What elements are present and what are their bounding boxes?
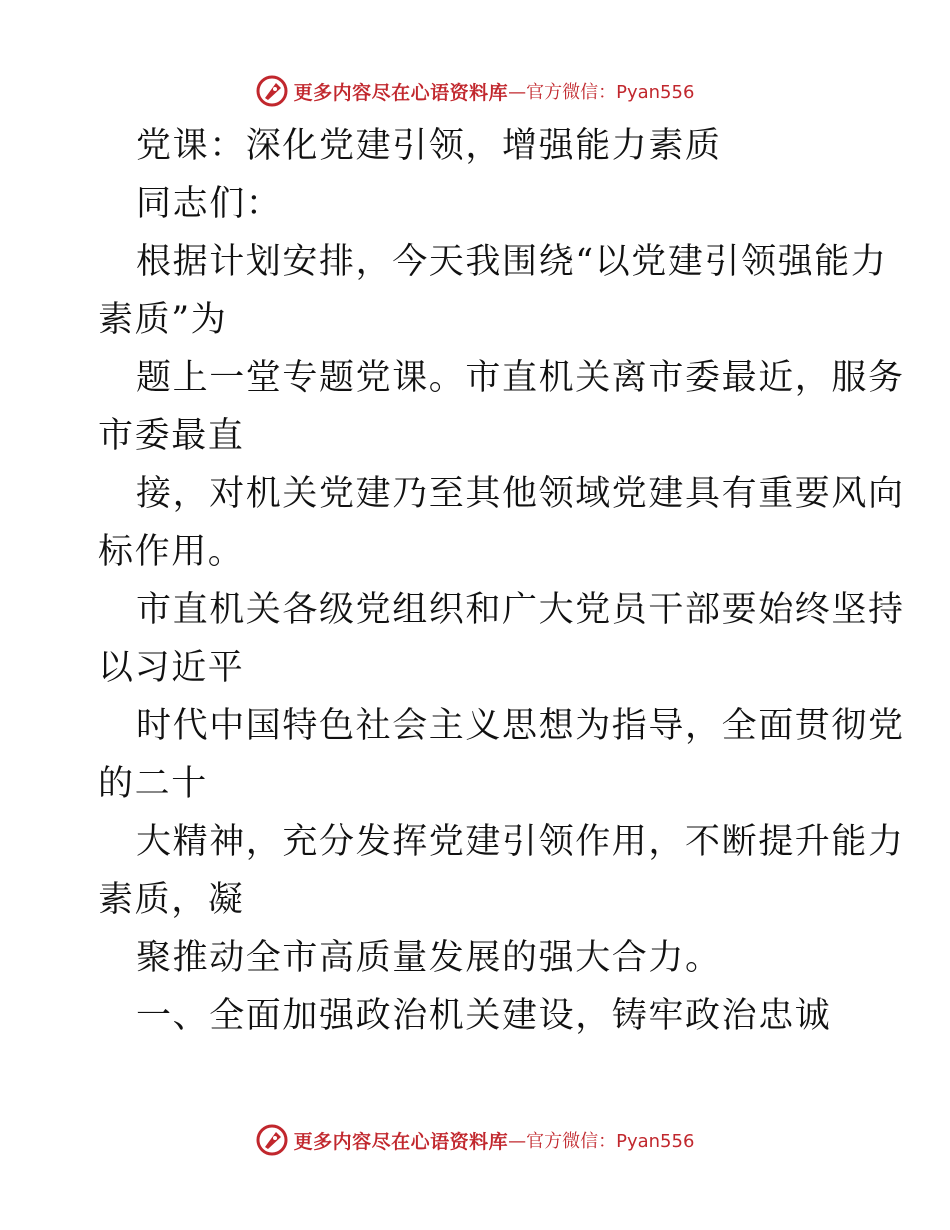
paragraph-line: 市委最直	[98, 416, 245, 456]
paragraph-line: 一、全面加强政治机关建设，铸牢政治忠诚	[136, 996, 832, 1036]
paragraph-line: 聚推动全市高质量发展的强大合力。	[136, 938, 722, 978]
paragraph-line: 大精神，充分发挥党建引领作用，不断提升能力	[136, 822, 905, 862]
paragraph-line: 市直机关各级党组织和广大党员干部要始终坚持	[136, 590, 905, 630]
document-title-line: 党课：深化党建引领，增强能力素质	[136, 126, 722, 166]
watermark-main-text: 更多内容尽在心语资料库	[293, 81, 509, 104]
footer-watermark-banner	[0, 1120, 950, 1160]
paragraph-line: 同志们：	[136, 184, 283, 224]
watermark-wechat-text: —官方微信：Pyan556	[508, 1131, 695, 1152]
paragraph-line: 素质”为	[98, 300, 228, 340]
watermark-wechat-text: —官方微信：Pyan556	[508, 82, 695, 103]
paragraph-line: 接，对机关党建乃至其他领域党建具有重要风向	[136, 474, 905, 514]
paragraph-line: 题上一堂专题党课。市直机关离市委最近，服务	[136, 358, 905, 398]
paragraph-line: 以习近平	[98, 648, 245, 688]
paragraph-line: 的二十	[98, 764, 208, 804]
paragraph-line: 时代中国特色社会主义思想为指导，全面贯彻党	[136, 706, 905, 746]
pen-nib-logo-icon	[256, 75, 288, 107]
pen-nib-logo-icon	[256, 1124, 288, 1156]
paragraph-line: 标作用。	[98, 532, 245, 572]
paragraph-line: 根据计划安排，今天我围绕“以党建引领强能力	[136, 242, 888, 282]
paragraph-line: 素质，凝	[98, 880, 245, 920]
watermark-main-text: 更多内容尽在心语资料库	[293, 1130, 509, 1153]
document-body	[98, 117, 905, 1045]
header-watermark-banner	[0, 71, 950, 111]
